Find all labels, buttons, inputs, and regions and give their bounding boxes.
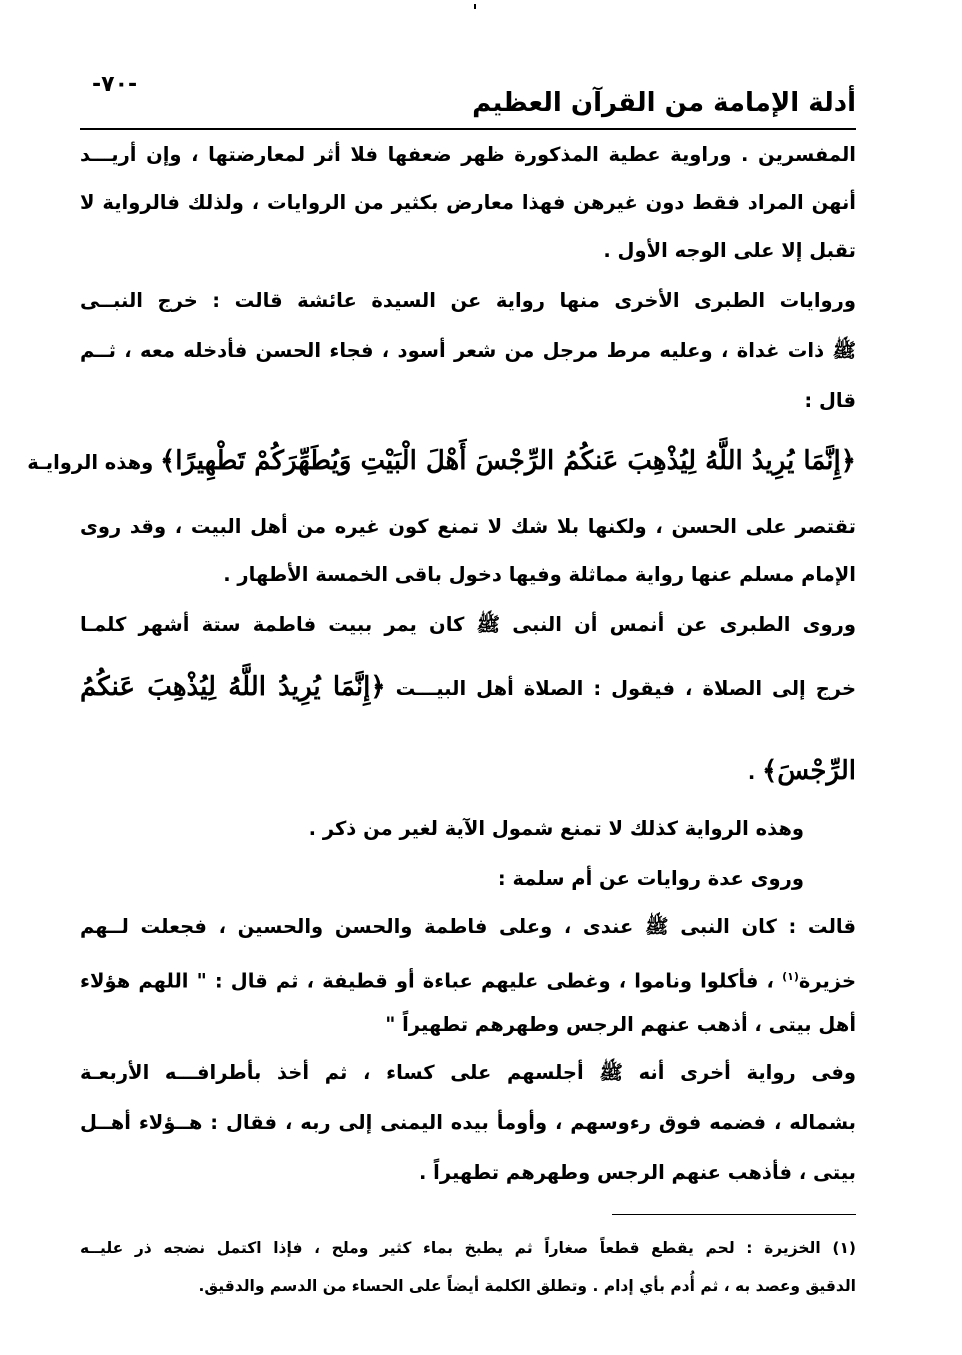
body-line-19: بشماله ، فضمه فوق رءوسهم ، وأومأ بيده اليمنى إلى ربه ، فقال : هــؤلاء أهــل: [80, 1111, 856, 1134]
body-line-17: أهل بيتى ، أذهب عنهم الرجس وطهرهم تطهيراً ": [385, 1013, 856, 1036]
body-text: وهذه الروايـة: [27, 451, 161, 474]
quran-verse: الرِّجْسَ﴾: [762, 756, 856, 786]
body-line-6: قال :: [804, 389, 856, 412]
body-line-1: المفسرين . وراوية عطية المذكورة ظهر ضعفها فلا أثر لمعارضتها ، وإن أريـــد: [80, 143, 856, 166]
footnote-rule: [612, 1214, 856, 1215]
body-line-16: [80, 962, 856, 997]
footnote-line-1: (١) الخزيرة : لحم يقطع قطعاً صغاراً ثم يطبخ بماء كثير وملح ، فإذا اكتمل نضجه ذر عليــه: [80, 1239, 856, 1257]
body-line-9: الإمام مسلم عنها رواية مماثلة وفيها دخول باقى الخمسة الأطهار .: [223, 563, 856, 586]
body-line-13: وهذه الرواية كذلك لا تمنع شمول الآية لغير من ذكر .: [308, 817, 804, 840]
body-text: .: [747, 761, 763, 784]
body-text: خرج إلى الصلاة ، فيقول : الصلاة أهل البيـــت: [385, 677, 856, 700]
body-text: ، فأكلوا وناموا ، وغطى عليهم عباءة أو قطيفة ، ثم قال : " اللهم هؤلاء: [80, 969, 783, 993]
body-line-12: [748, 756, 856, 788]
body-line-20: بيتى ، فأذهب عنهم الرجس وطهرهم تطهيراً .: [418, 1161, 856, 1184]
page-number: -٧٠-: [92, 72, 138, 97]
body-line-4: وروايات الطبرى الأخرى منها رواية عن السيدة عائشة قالت : خرج النبــى: [80, 289, 856, 312]
running-title: أدلة الإمامة من القرآن العظيم: [472, 88, 856, 118]
quran-verse: ﴿إِنَّمَا يُرِيدُ اللَّهُ لِيُذْهِبَ عَنكُمُ: [80, 672, 386, 702]
body-line-8: تقتصر على الحسن ، ولكنها بلا شك لا تمنع كون غيره من أهل البيت ، وقد روى: [80, 515, 856, 538]
body-line-10: وروى الطبرى عن أنمس أن النبى ﷺ كان يمر ببيت فاطمة ستة أشهر كلمـا: [80, 613, 856, 636]
body-line-2: أنهن المراد فقط دون غيرهن فهذا معارض بكثير من الروايات ، ولذلك فالرواية لا: [80, 191, 856, 214]
body-line-3: تقبل إلا على الوجه الأول .: [603, 239, 856, 262]
body-text: خزيرة: [798, 969, 856, 993]
quran-verse: ﴿إِنَّمَا يُرِيدُ اللَّهُ لِيُذْهِبَ عَنكُمُ الرِّجْسَ أَهْلَ الْبَيْتِ وَيُطَهِّرَكُمْ تَطْهِيرًا﴾: [160, 446, 856, 476]
body-line-11: [80, 672, 856, 704]
body-line-5: ﷺ ذات غداة ، وعليه مرط مرجل من شعر أسود ، فجاء الحسن فأدخله معه ، ثــم: [80, 339, 856, 362]
footnote-ref[interactable]: (١): [782, 970, 799, 983]
header-rule: [80, 128, 856, 130]
footnote-line-2: الدقيق وعصد به ، ثم أُدم بأي إدام . وتطلق الكلمة أيضاً على الحساء من الدسم والدقيق.: [198, 1277, 856, 1295]
body-line-14: وروى عدة روايات عن أم سلمة :: [497, 867, 804, 890]
body-line-18: وفى رواية أخرى أنه ﷺ أجلسهم على كساء ، ثم أخذ بأطرافـــه الأربعـة: [80, 1061, 856, 1084]
body-line-7: [27, 446, 856, 478]
body-line-15: قالت : كان النبى ﷺ عندى ، وعلى فاطمة والحسن والحسين ، فجعلت لــهم: [80, 915, 856, 938]
scan-speck: [474, 4, 476, 9]
